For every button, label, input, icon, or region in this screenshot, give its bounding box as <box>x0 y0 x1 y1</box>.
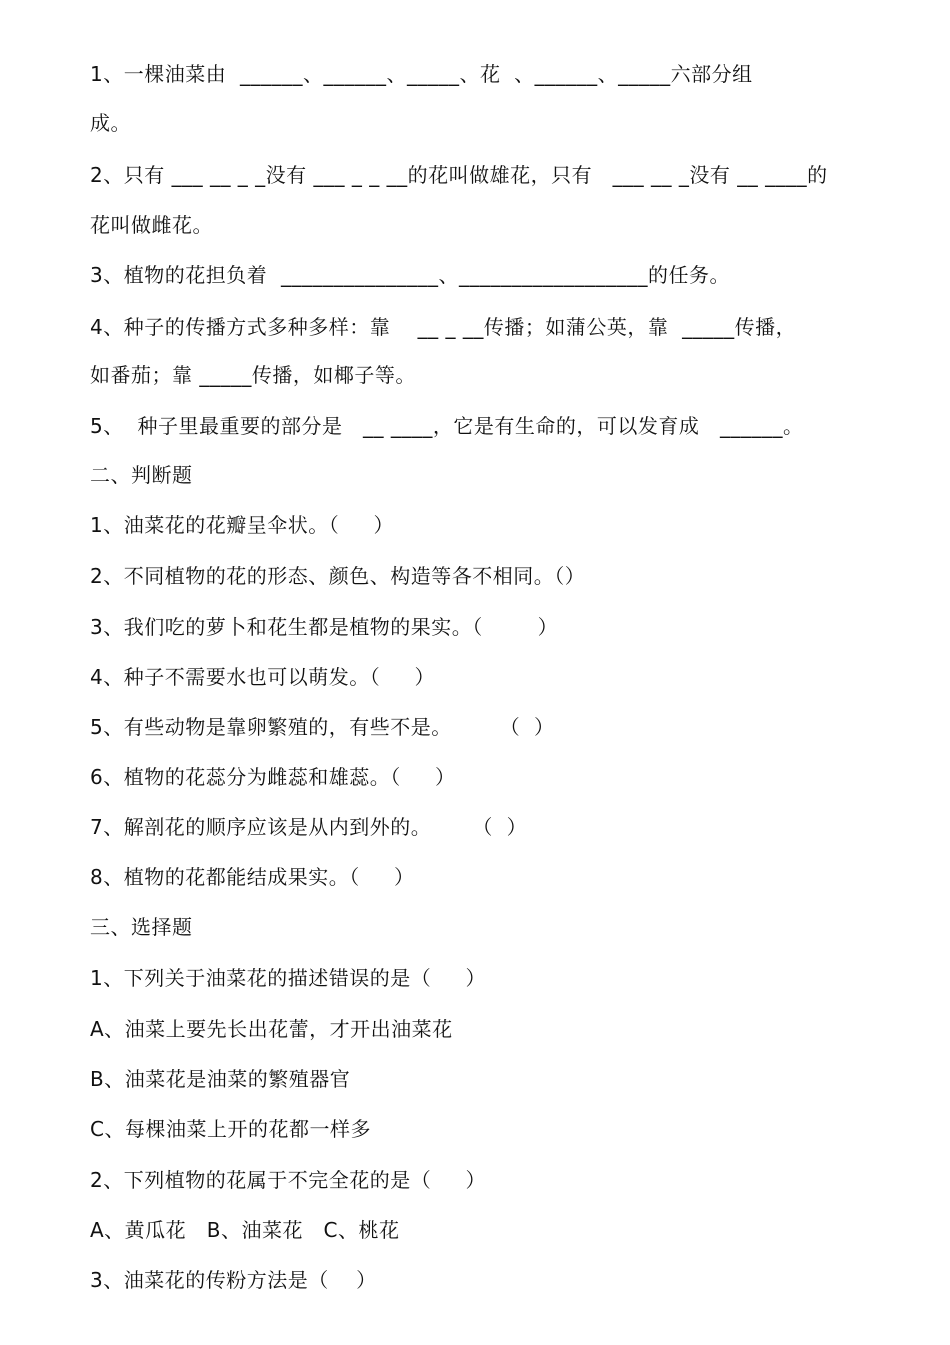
judge-item-8: 8、植物的花都能结成果实。（ ） <box>90 865 415 889</box>
fill-in-q4-line1: 4、种子的传播方式多种多样：靠 __ _ __传播；如蒲公英，靠 _____传播， <box>90 315 797 339</box>
choice-section-heading: 三、选择题 <box>90 915 193 939</box>
choice-line-4: C、每棵油菜上开的花都一样多 <box>90 1117 371 1141</box>
fill-in-q5-line1: 5、 种子里最重要的部分是 __ ____，它是有生命的，可以发育成 ______。 <box>90 414 804 438</box>
judge-item-2: 2、不同植物的花的形态、颜色、构造等各不相同。（） <box>90 564 586 588</box>
judge-item-1: 1、油菜花的花瓣呈伞状。（ ） <box>90 513 395 537</box>
choice-line-5: 2、下列植物的花属于不完全花的是（ ） <box>90 1168 487 1192</box>
judge-item-4: 4、种子不需要水也可以萌发。（ ） <box>90 665 436 689</box>
fill-in-q2-line2: 花叫做雌花。 <box>90 213 213 237</box>
choice-line-2: A、油菜上要先长出花蕾，才开出油菜花 <box>90 1017 453 1041</box>
choice-line-7: 3、油菜花的传粉方法是（ ） <box>90 1268 377 1292</box>
fill-in-q1-line2: 成。 <box>90 111 131 135</box>
fill-in-q4-line2: 如番茄；靠 _____传播，如椰子等。 <box>90 363 416 387</box>
judge-item-5: 5、有些动物是靠卵繁殖的，有些不是。 （ ） <box>90 715 555 739</box>
fill-in-q2-line1: 2、只有 ___ __ _ _没有 ___ _ _ __的花叫做雄花，只有 ___ __ _没有 __ ____的 <box>90 163 828 187</box>
fill-in-q3-line1: 3、植物的花担负着 _______________、__________________的任务。 <box>90 263 730 287</box>
choice-line-3: B、油菜花是油菜的繁殖器官 <box>90 1067 351 1091</box>
choice-line-1: 1、下列关于油菜花的描述错误的是（ ） <box>90 966 487 990</box>
judge-item-6: 6、植物的花蕊分为雌蕊和雄蕊。（ ） <box>90 765 456 789</box>
choice-line-6: A、黄瓜花 B、油菜花 C、桃花 <box>90 1218 400 1242</box>
judge-item-7: 7、解剖花的顺序应该是从内到外的。 （ ） <box>90 815 528 839</box>
fill-in-q1-line1: 1、一棵油菜由 ______、______、_____、花 、______、_____六部分组 <box>90 62 753 86</box>
judge-item-3: 3、我们吃的萝卜和花生都是植物的果实。（ ） <box>90 615 559 639</box>
judge-section-heading: 二、判断题 <box>90 463 193 487</box>
